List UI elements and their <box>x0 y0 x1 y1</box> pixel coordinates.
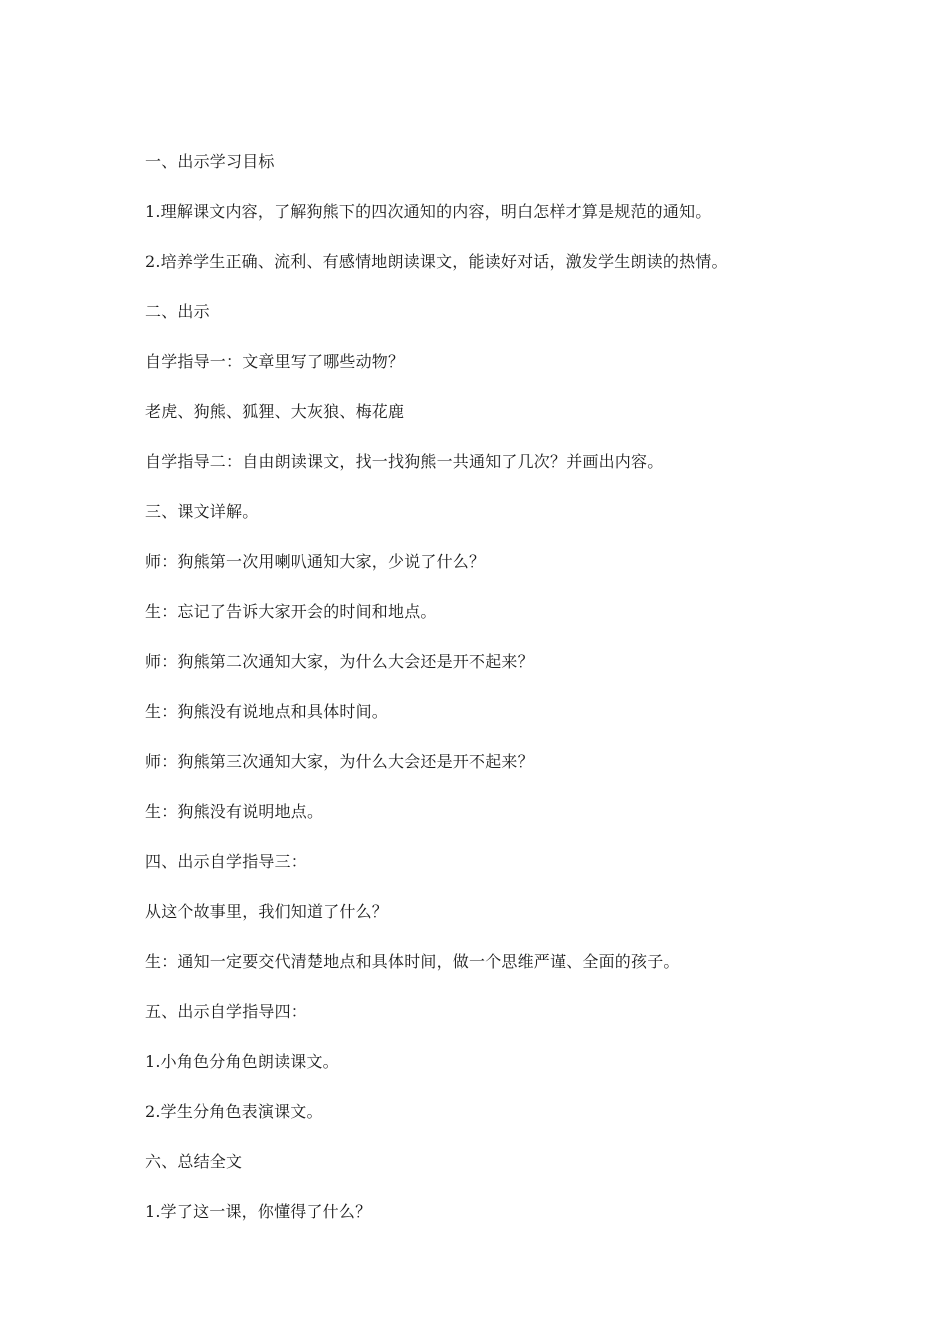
section-heading-4: 四、出示自学指导三： <box>145 852 308 871</box>
dialogue-student-3: 生：狗熊没有说明地点。 <box>145 802 324 821</box>
activity-item-1: 1.小角色分角色朗读课文。 <box>145 1052 339 1071</box>
guide-question-3: 从这个故事里，我们知道了什么？ <box>145 902 389 921</box>
dialogue-teacher-3: 师：狗熊第三次通知大家，为什么大会还是开不起来？ <box>145 752 534 771</box>
summary-question-1: 1.学了这一课，你懂得了什么？ <box>145 1202 372 1221</box>
dialogue-student-1: 生：忘记了告诉大家开会的时间和地点。 <box>145 602 437 621</box>
guide-answer-3: 生：通知一定要交代清楚地点和具体时间，做一个思维严谨、全面的孩子。 <box>145 952 680 971</box>
dialogue-teacher-1: 师：狗熊第一次用喇叭通知大家，少说了什么？ <box>145 552 486 571</box>
guide-question-2: 自学指导二：自由朗读课文，找一找狗熊一共通知了几次？并画出内容。 <box>145 452 664 471</box>
activity-item-2: 2.学生分角色表演课文。 <box>145 1102 323 1121</box>
section-heading-6: 六、总结全文 <box>145 1152 243 1171</box>
guide-question-1: 自学指导一：文章里写了哪些动物？ <box>145 352 405 371</box>
dialogue-student-2: 生：狗熊没有说地点和具体时间。 <box>145 702 389 721</box>
section-heading-3: 三、课文详解。 <box>145 502 259 521</box>
objective-item-2: 2.培养学生正确、流利、有感情地朗读课文，能读好对话，激发学生朗读的热情。 <box>145 252 728 271</box>
dialogue-teacher-2: 师：狗熊第二次通知大家，为什么大会还是开不起来？ <box>145 652 534 671</box>
section-heading-2: 二、出示 <box>145 302 210 321</box>
guide-answer-1: 老虎、狗熊、狐狸、大灰狼、梅花鹿 <box>145 402 405 421</box>
objective-item-1: 1.理解课文内容，了解狗熊下的四次通知的内容，明白怎样才算是规范的通知。 <box>145 202 712 221</box>
section-heading-1: 一、出示学习目标 <box>145 152 275 171</box>
section-heading-5: 五、出示自学指导四： <box>145 1002 308 1021</box>
document-body <box>145 148 845 1248</box>
